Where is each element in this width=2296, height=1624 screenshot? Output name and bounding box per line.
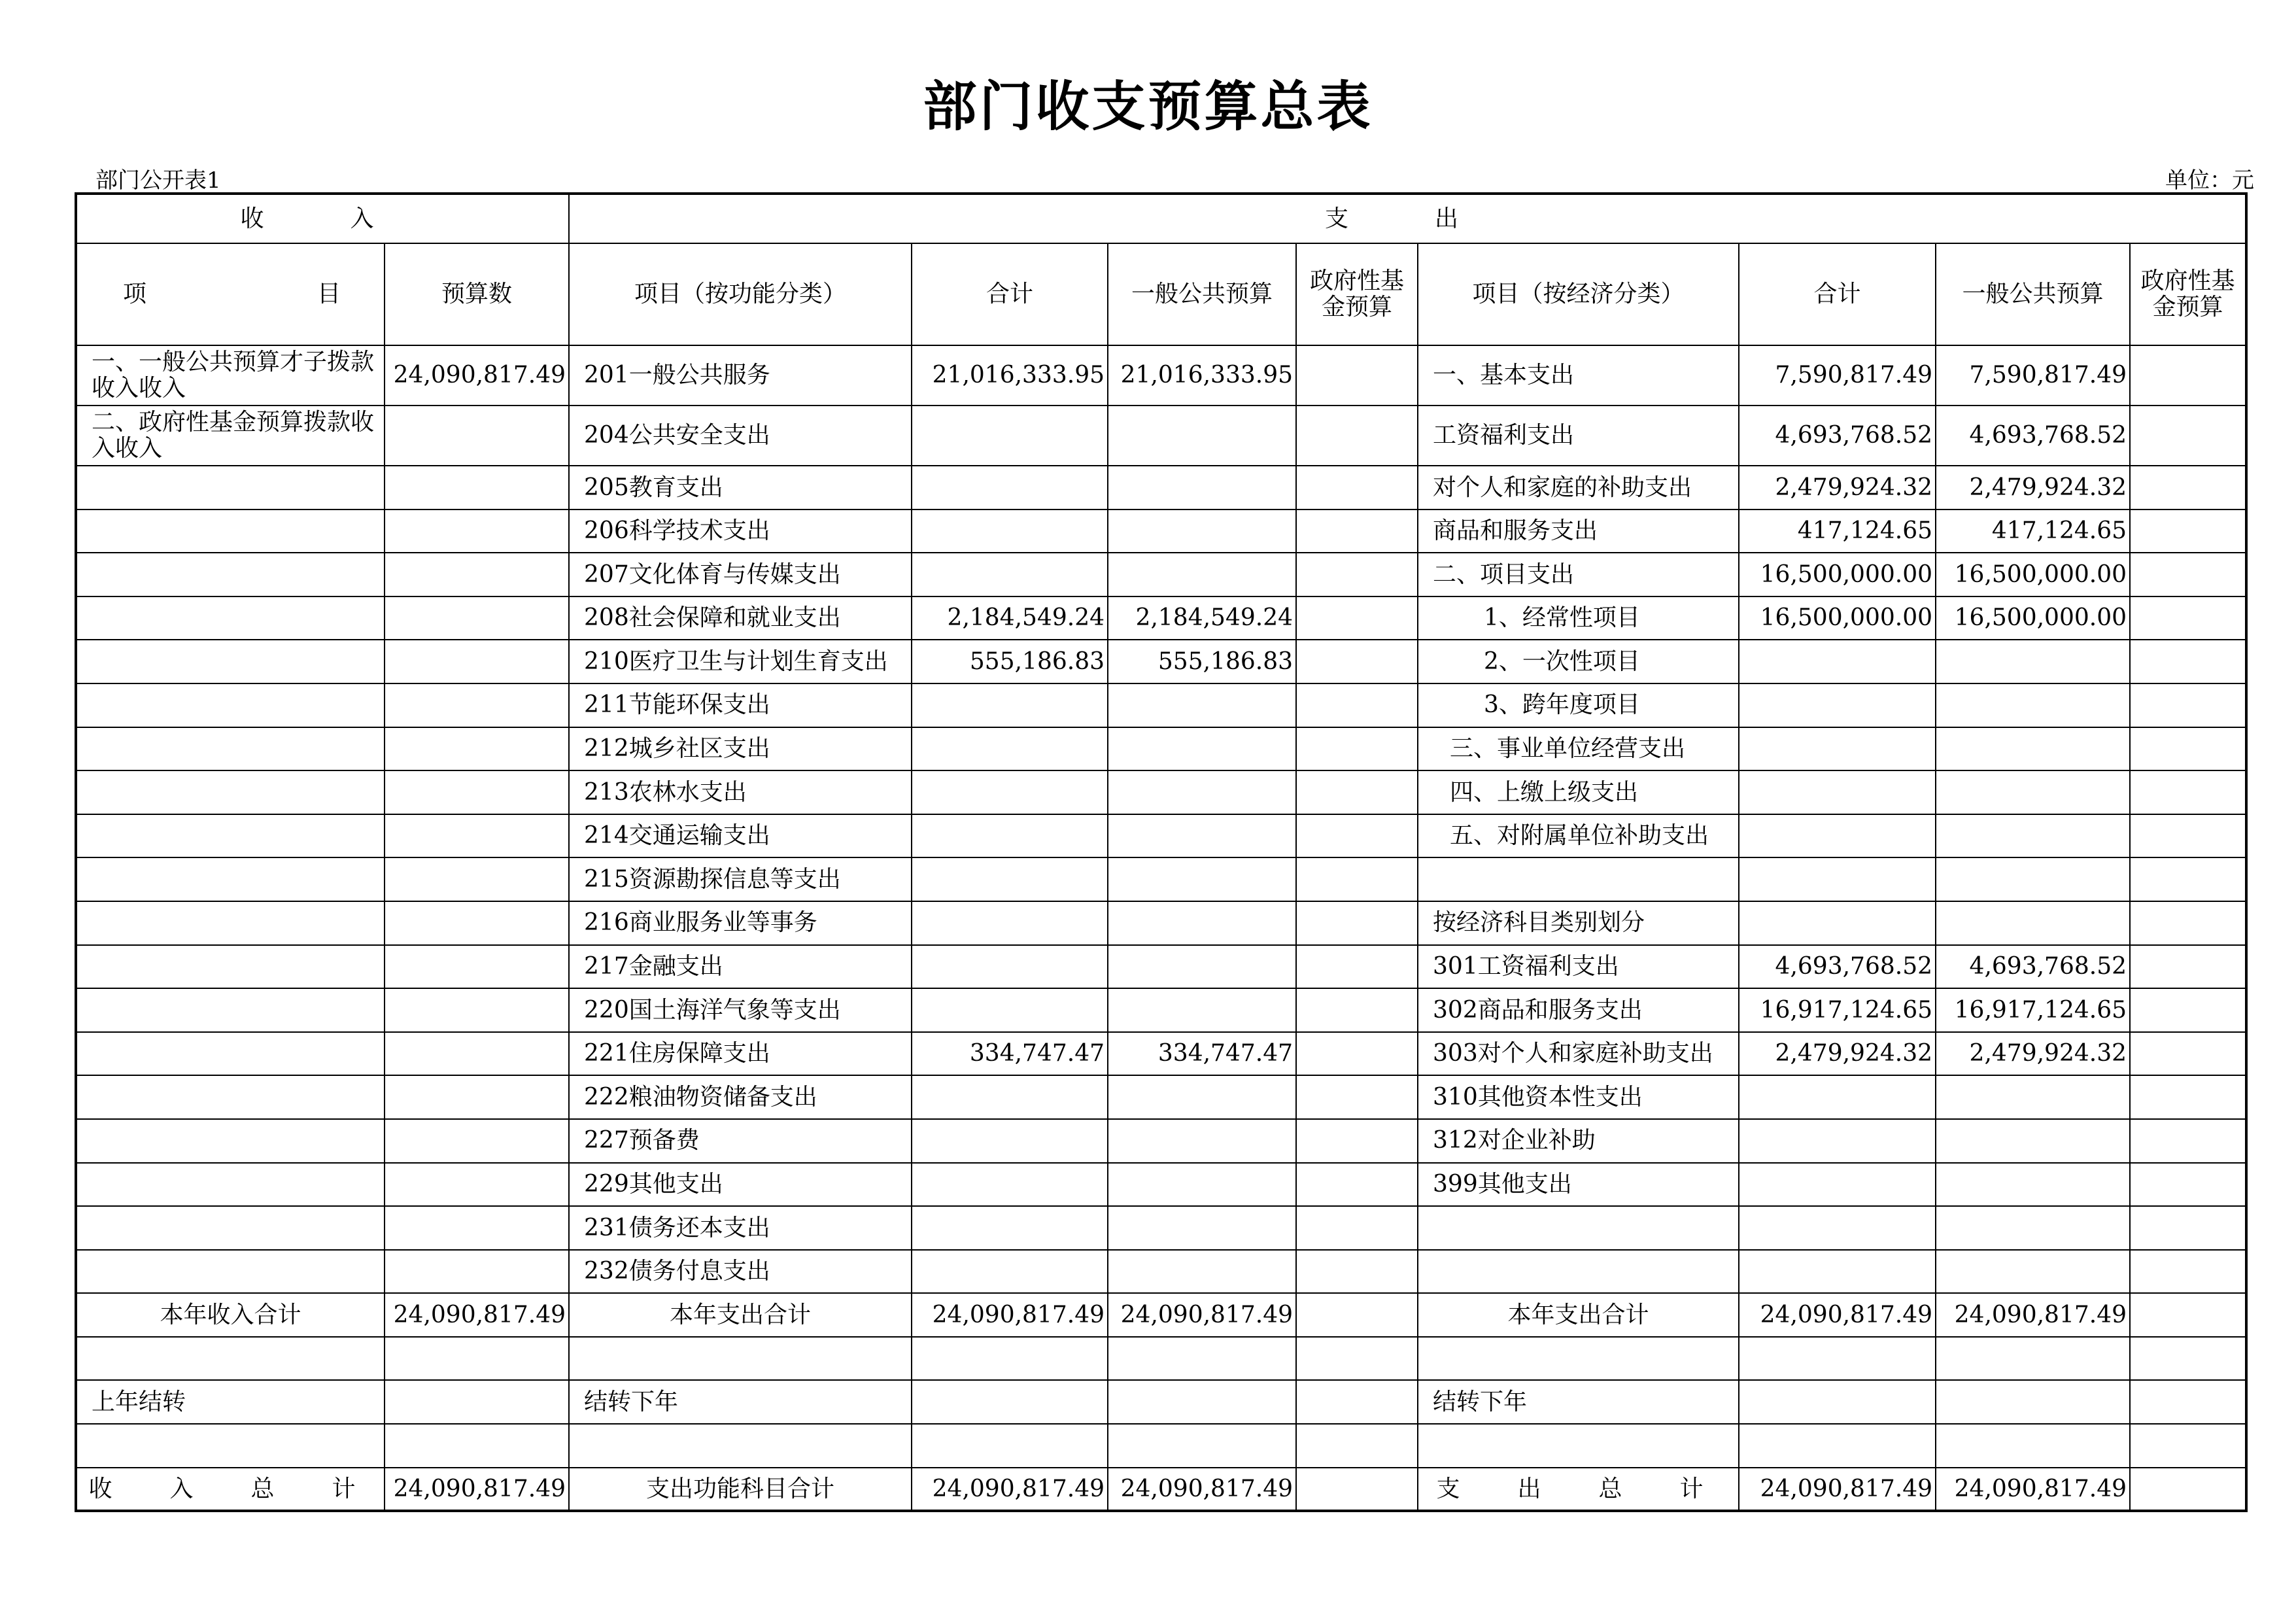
econ-total-cell bbox=[1739, 727, 1936, 771]
econ-general-cell: 4,693,768.52 bbox=[1936, 945, 2130, 989]
econ-item-cell: 一、基本支出 bbox=[1418, 345, 1739, 406]
func-general-cell bbox=[1108, 683, 1296, 727]
func-total-cell bbox=[912, 1250, 1108, 1294]
func-item-cell: 227预备费 bbox=[569, 1119, 912, 1163]
econ-fund-cell bbox=[2130, 640, 2246, 683]
carryover-out-label: 结转下年 bbox=[569, 1380, 912, 1424]
func-general-cell bbox=[1108, 1163, 1296, 1207]
econ-item-cell: 按经济科目类别划分 bbox=[1418, 901, 1739, 945]
econ-item-cell: 1、经常性项目 bbox=[1418, 596, 1739, 640]
econ-total-cell bbox=[1739, 770, 1936, 814]
header-income-item: 项 目 bbox=[76, 243, 385, 345]
func-fund-cell bbox=[1296, 1206, 1418, 1250]
econ-fund-cell bbox=[2130, 553, 2246, 596]
econ-fund-cell bbox=[2130, 1250, 2246, 1294]
func-fund-cell bbox=[1296, 596, 1418, 640]
table-row bbox=[76, 510, 2246, 553]
income-item-cell bbox=[76, 945, 385, 989]
func-general-cell bbox=[1108, 1250, 1296, 1294]
econ-total-cell: 2,479,924.32 bbox=[1739, 1032, 1936, 1076]
func-item-cell: 201一般公共服务 bbox=[569, 345, 912, 406]
unit-label: 单位：元 bbox=[2165, 167, 2254, 194]
func-fund-amount bbox=[1296, 1468, 1418, 1512]
func-fund-cell bbox=[1296, 770, 1418, 814]
econ-item-cell: 商品和服务支出 bbox=[1418, 510, 1739, 553]
func-general-cell: 2,184,549.24 bbox=[1108, 596, 1296, 640]
econ-general-cell: 16,500,000.00 bbox=[1936, 596, 2130, 640]
func-item-cell: 205教育支出 bbox=[569, 466, 912, 510]
econ-fund-cell bbox=[2130, 901, 2246, 945]
func-total-cell bbox=[912, 857, 1108, 901]
income-amount-cell bbox=[385, 596, 569, 640]
income-amount-cell bbox=[385, 1163, 569, 1207]
econ-item-cell bbox=[1418, 1206, 1739, 1250]
econ-total-cell: 16,500,000.00 bbox=[1739, 596, 1936, 640]
func-general-cell: 334,747.47 bbox=[1108, 1032, 1296, 1076]
econ-total-cell: 16,917,124.65 bbox=[1739, 988, 1936, 1032]
year-expense-label-econ: 本年支出合计 bbox=[1418, 1293, 1739, 1337]
income-amount-cell bbox=[385, 945, 569, 989]
table-row bbox=[76, 1250, 2246, 1294]
func-item-cell: 220国土海洋气象等支出 bbox=[569, 988, 912, 1032]
table-row bbox=[76, 857, 2246, 901]
func-total-cell bbox=[912, 406, 1108, 466]
func-total-cell bbox=[912, 1163, 1108, 1207]
table-row bbox=[76, 988, 2246, 1032]
header-econ-gov-fund: 政府性基金预算 bbox=[2130, 243, 2246, 345]
econ-fund-cell bbox=[2130, 345, 2246, 406]
func-general-cell bbox=[1108, 814, 1296, 858]
income-item-cell bbox=[76, 901, 385, 945]
income-amount-cell: 24,090,817.49 bbox=[385, 345, 569, 406]
income-amount-cell bbox=[385, 466, 569, 510]
econ-total-cell bbox=[1739, 1119, 1936, 1163]
income-item-cell bbox=[76, 770, 385, 814]
year-income-amount: 24,090,817.49 bbox=[385, 1293, 569, 1337]
blank-row bbox=[76, 1337, 2246, 1381]
func-fund-cell bbox=[1296, 553, 1418, 596]
econ-item-cell: 工资福利支出 bbox=[1418, 406, 1739, 466]
table-row bbox=[76, 466, 2246, 510]
econ-total-cell bbox=[1739, 857, 1936, 901]
grand-expense-general: 24,090,817.49 bbox=[1936, 1468, 2130, 1512]
econ-general-cell bbox=[1936, 1250, 2130, 1294]
econ-general-cell bbox=[1936, 1163, 2130, 1207]
expense-section-header: 支 出 bbox=[569, 194, 2246, 243]
econ-fund-cell bbox=[2130, 510, 2246, 553]
func-general-amount: 24,090,817.49 bbox=[1108, 1468, 1296, 1512]
grand-income-label: 收 入 总 计 bbox=[76, 1468, 385, 1512]
econ-fund-cell bbox=[2130, 945, 2246, 989]
income-item-cell: 二、政府性基金预算拨款收入收入 bbox=[76, 406, 385, 466]
func-total-cell bbox=[912, 814, 1108, 858]
grand-income-amount: 24,090,817.49 bbox=[385, 1468, 569, 1512]
header-func-gov-fund: 政府性基金预算 bbox=[1296, 243, 1418, 345]
func-total-cell bbox=[912, 901, 1108, 945]
econ-general-cell: 417,124.65 bbox=[1936, 510, 2130, 553]
econ-general-cell bbox=[1936, 683, 2130, 727]
econ-item-cell: 303对个人和家庭补助支出 bbox=[1418, 1032, 1739, 1076]
table-row bbox=[76, 1075, 2246, 1119]
func-fund-cell bbox=[1296, 1250, 1418, 1294]
header-econ-item: 项目（按经济分类） bbox=[1418, 243, 1739, 345]
func-item-cell: 210医疗卫生与计划生育支出 bbox=[569, 640, 912, 683]
income-item-cell bbox=[76, 640, 385, 683]
econ-item-cell: 四、上缴上级支出 bbox=[1418, 770, 1739, 814]
income-amount-cell bbox=[385, 727, 569, 771]
func-general-cell bbox=[1108, 857, 1296, 901]
func-total-label: 支出功能科目合计 bbox=[569, 1468, 912, 1512]
year-expense-fund bbox=[1296, 1293, 1418, 1337]
econ-total-cell bbox=[1739, 640, 1936, 683]
econ-item-cell bbox=[1418, 1250, 1739, 1294]
econ-total-cell: 4,693,768.52 bbox=[1739, 406, 1936, 466]
econ-general-cell bbox=[1936, 1206, 2130, 1250]
econ-item-cell: 二、项目支出 bbox=[1418, 553, 1739, 596]
func-item-cell: 214交通运输支出 bbox=[569, 814, 912, 858]
econ-item-cell: 310其他资本性支出 bbox=[1418, 1075, 1739, 1119]
func-fund-cell bbox=[1296, 727, 1418, 771]
income-amount-cell bbox=[385, 988, 569, 1032]
func-item-cell: 215资源勘探信息等支出 bbox=[569, 857, 912, 901]
econ-item-cell: 2、一次性项目 bbox=[1418, 640, 1739, 683]
income-item-cell bbox=[76, 988, 385, 1032]
grand-expense-label: 支 出 总 计 bbox=[1418, 1468, 1739, 1512]
table-row bbox=[76, 1119, 2246, 1163]
func-item-cell: 222粮油物资储备支出 bbox=[569, 1075, 912, 1119]
table-row bbox=[76, 1206, 2246, 1250]
column-header-row bbox=[76, 243, 2246, 345]
grand-expense-total: 24,090,817.49 bbox=[1739, 1468, 1936, 1512]
econ-general-cell bbox=[1936, 814, 2130, 858]
func-total-cell bbox=[912, 466, 1108, 510]
income-amount-cell bbox=[385, 1119, 569, 1163]
year-expense-total-econ: 24,090,817.49 bbox=[1739, 1293, 1936, 1337]
func-item-cell: 216商业服务业等事务 bbox=[569, 901, 912, 945]
func-total-cell bbox=[912, 945, 1108, 989]
func-total-cell bbox=[912, 510, 1108, 553]
func-total-cell bbox=[912, 683, 1108, 727]
income-item-cell bbox=[76, 727, 385, 771]
header-func-total: 合计 bbox=[912, 243, 1108, 345]
func-fund-cell bbox=[1296, 406, 1418, 466]
econ-item-cell: 302商品和服务支出 bbox=[1418, 988, 1739, 1032]
econ-fund-cell bbox=[2130, 814, 2246, 858]
table-row bbox=[76, 770, 2246, 814]
func-item-cell: 229其他支出 bbox=[569, 1163, 912, 1207]
year-expense-fund-econ bbox=[2130, 1293, 2246, 1337]
func-fund-cell bbox=[1296, 857, 1418, 901]
func-general-cell bbox=[1108, 988, 1296, 1032]
income-amount-cell bbox=[385, 640, 569, 683]
table-row bbox=[76, 683, 2246, 727]
table-row bbox=[76, 345, 2246, 406]
econ-fund-cell bbox=[2130, 466, 2246, 510]
func-fund-cell bbox=[1296, 510, 1418, 553]
header-econ-total: 合计 bbox=[1739, 243, 1936, 345]
income-item-cell bbox=[76, 553, 385, 596]
income-amount-cell bbox=[385, 510, 569, 553]
func-total-cell bbox=[912, 553, 1108, 596]
income-item-cell bbox=[76, 814, 385, 858]
header-func-item: 项目（按功能分类） bbox=[569, 243, 912, 345]
func-fund-cell bbox=[1296, 988, 1418, 1032]
econ-general-cell bbox=[1936, 640, 2130, 683]
year-income-label: 本年收入合计 bbox=[76, 1293, 385, 1337]
budget-summary-table bbox=[75, 192, 2248, 1512]
income-amount-cell bbox=[385, 1206, 569, 1250]
econ-item-cell: 五、对附属单位补助支出 bbox=[1418, 814, 1739, 858]
econ-total-cell bbox=[1739, 1075, 1936, 1119]
econ-general-cell: 16,500,000.00 bbox=[1936, 553, 2130, 596]
func-item-cell: 212城乡社区支出 bbox=[569, 727, 912, 771]
income-item-cell bbox=[76, 596, 385, 640]
econ-item-cell: 399其他支出 bbox=[1418, 1163, 1739, 1207]
econ-general-cell bbox=[1936, 727, 2130, 771]
year-expense-label: 本年支出合计 bbox=[569, 1293, 912, 1337]
func-fund-cell bbox=[1296, 814, 1418, 858]
func-general-cell bbox=[1108, 553, 1296, 596]
econ-total-cell bbox=[1739, 1206, 1936, 1250]
income-item-cell bbox=[76, 510, 385, 553]
grand-total-row bbox=[76, 1468, 2246, 1512]
func-item-cell: 207文化体育与传媒支出 bbox=[569, 553, 912, 596]
income-amount-cell bbox=[385, 1032, 569, 1076]
econ-general-cell: 2,479,924.32 bbox=[1936, 466, 2130, 510]
func-general-cell: 21,016,333.95 bbox=[1108, 345, 1296, 406]
func-total-cell: 555,186.83 bbox=[912, 640, 1108, 683]
func-fund-cell bbox=[1296, 1163, 1418, 1207]
func-total-cell: 21,016,333.95 bbox=[912, 345, 1108, 406]
econ-fund-cell bbox=[2130, 1206, 2246, 1250]
func-item-cell: 221住房保障支出 bbox=[569, 1032, 912, 1076]
income-item-cell: 一、一般公共预算才子拨款收入收入 bbox=[76, 345, 385, 406]
table-row bbox=[76, 901, 2246, 945]
econ-total-cell bbox=[1739, 1250, 1936, 1294]
func-total-cell: 2,184,549.24 bbox=[912, 596, 1108, 640]
income-item-cell bbox=[76, 1206, 385, 1250]
year-expense-total: 24,090,817.49 bbox=[912, 1293, 1108, 1337]
func-general-cell bbox=[1108, 406, 1296, 466]
carryover-out-label-econ: 结转下年 bbox=[1418, 1380, 1739, 1424]
func-item-cell: 206科学技术支出 bbox=[569, 510, 912, 553]
econ-general-cell bbox=[1936, 770, 2130, 814]
income-item-cell bbox=[76, 466, 385, 510]
income-amount-cell bbox=[385, 814, 569, 858]
table-row bbox=[76, 1032, 2246, 1076]
func-general-cell bbox=[1108, 727, 1296, 771]
income-amount-cell bbox=[385, 1250, 569, 1294]
econ-fund-cell bbox=[2130, 1032, 2246, 1076]
func-general-cell bbox=[1108, 510, 1296, 553]
year-expense-general-econ: 24,090,817.49 bbox=[1936, 1293, 2130, 1337]
econ-total-cell: 2,479,924.32 bbox=[1739, 466, 1936, 510]
blank-row bbox=[76, 1424, 2246, 1468]
func-fund-cell bbox=[1296, 945, 1418, 989]
econ-fund-cell bbox=[2130, 727, 2246, 771]
econ-general-cell bbox=[1936, 1075, 2130, 1119]
econ-total-cell bbox=[1739, 1163, 1936, 1207]
econ-fund-cell bbox=[2130, 1075, 2246, 1119]
table-row bbox=[76, 596, 2246, 640]
func-total-cell bbox=[912, 770, 1108, 814]
func-fund-cell bbox=[1296, 345, 1418, 406]
income-amount-cell bbox=[385, 406, 569, 466]
func-item-cell: 204公共安全支出 bbox=[569, 406, 912, 466]
econ-general-cell bbox=[1936, 1119, 2130, 1163]
carryover-in-label: 上年结转 bbox=[76, 1380, 385, 1424]
func-fund-cell bbox=[1296, 901, 1418, 945]
income-item-cell bbox=[76, 857, 385, 901]
income-amount-cell bbox=[385, 1075, 569, 1119]
income-item-cell bbox=[76, 1075, 385, 1119]
econ-fund-cell bbox=[2130, 406, 2246, 466]
year-expense-general: 24,090,817.49 bbox=[1108, 1293, 1296, 1337]
income-amount-cell bbox=[385, 857, 569, 901]
econ-total-cell: 4,693,768.52 bbox=[1739, 945, 1936, 989]
func-general-cell bbox=[1108, 466, 1296, 510]
table-row bbox=[76, 727, 2246, 771]
page-title: 部门收支预算总表 bbox=[923, 75, 1373, 138]
func-fund-cell bbox=[1296, 683, 1418, 727]
econ-total-cell bbox=[1739, 683, 1936, 727]
table-row bbox=[76, 814, 2246, 858]
year-total-row bbox=[76, 1293, 2246, 1337]
income-item-cell bbox=[76, 683, 385, 727]
table-row bbox=[76, 1163, 2246, 1207]
header-func-general: 一般公共预算 bbox=[1108, 243, 1296, 345]
func-total-cell bbox=[912, 988, 1108, 1032]
econ-total-cell bbox=[1739, 901, 1936, 945]
func-total-cell: 334,747.47 bbox=[912, 1032, 1108, 1076]
func-item-cell: 213农林水支出 bbox=[569, 770, 912, 814]
econ-item-cell bbox=[1418, 857, 1739, 901]
econ-item-cell: 三、事业单位经营支出 bbox=[1418, 727, 1739, 771]
econ-general-cell bbox=[1936, 857, 2130, 901]
econ-item-cell: 对个人和家庭的补助支出 bbox=[1418, 466, 1739, 510]
econ-general-cell bbox=[1936, 901, 2130, 945]
econ-fund-cell bbox=[2130, 770, 2246, 814]
table-row bbox=[76, 553, 2246, 596]
econ-general-cell: 16,917,124.65 bbox=[1936, 988, 2130, 1032]
econ-item-cell: 3、跨年度项目 bbox=[1418, 683, 1739, 727]
table-row bbox=[76, 945, 2246, 989]
func-general-cell: 555,186.83 bbox=[1108, 640, 1296, 683]
func-general-cell bbox=[1108, 1075, 1296, 1119]
func-item-cell: 217金融支出 bbox=[569, 945, 912, 989]
func-general-cell bbox=[1108, 945, 1296, 989]
func-fund-cell bbox=[1296, 466, 1418, 510]
func-item-cell: 231债务还本支出 bbox=[569, 1206, 912, 1250]
income-item-cell bbox=[76, 1119, 385, 1163]
func-total-cell bbox=[912, 1206, 1108, 1250]
section-header-row bbox=[76, 194, 2246, 243]
econ-total-cell: 417,124.65 bbox=[1739, 510, 1936, 553]
func-total-cell bbox=[912, 1119, 1108, 1163]
income-item-cell bbox=[76, 1163, 385, 1207]
income-amount-cell bbox=[385, 901, 569, 945]
econ-fund-cell bbox=[2130, 1163, 2246, 1207]
econ-fund-cell bbox=[2130, 988, 2246, 1032]
econ-total-cell bbox=[1739, 814, 1936, 858]
econ-general-cell: 2,479,924.32 bbox=[1936, 1032, 2130, 1076]
econ-fund-cell bbox=[2130, 857, 2246, 901]
econ-general-cell: 7,590,817.49 bbox=[1936, 345, 2130, 406]
func-fund-cell bbox=[1296, 1075, 1418, 1119]
header-econ-general: 一般公共预算 bbox=[1936, 243, 2130, 345]
func-general-cell bbox=[1108, 901, 1296, 945]
grand-expense-fund bbox=[2130, 1468, 2246, 1512]
income-section-header: 收 入 bbox=[76, 194, 569, 243]
table-row bbox=[76, 640, 2246, 683]
func-total-cell bbox=[912, 727, 1108, 771]
econ-general-cell: 4,693,768.52 bbox=[1936, 406, 2130, 466]
income-item-cell bbox=[76, 1250, 385, 1294]
func-general-cell bbox=[1108, 1206, 1296, 1250]
income-item-cell bbox=[76, 1032, 385, 1076]
table-row bbox=[76, 406, 2246, 466]
func-total-cell bbox=[912, 1075, 1108, 1119]
econ-item-cell: 312对企业补助 bbox=[1418, 1119, 1739, 1163]
func-fund-cell bbox=[1296, 1032, 1418, 1076]
econ-total-cell: 16,500,000.00 bbox=[1739, 553, 1936, 596]
func-item-cell: 211节能环保支出 bbox=[569, 683, 912, 727]
econ-fund-cell bbox=[2130, 596, 2246, 640]
income-amount-cell bbox=[385, 553, 569, 596]
func-total-amount: 24,090,817.49 bbox=[912, 1468, 1108, 1512]
func-general-cell bbox=[1108, 1119, 1296, 1163]
form-id-label: 部门公开表1 bbox=[95, 167, 221, 194]
func-fund-cell bbox=[1296, 640, 1418, 683]
income-amount-cell bbox=[385, 770, 569, 814]
econ-fund-cell bbox=[2130, 683, 2246, 727]
carryover-row bbox=[76, 1380, 2246, 1424]
header-budget-amount: 预算数 bbox=[385, 243, 569, 345]
func-fund-cell bbox=[1296, 1119, 1418, 1163]
func-item-cell: 232债务付息支出 bbox=[569, 1250, 912, 1294]
econ-total-cell: 7,590,817.49 bbox=[1739, 345, 1936, 406]
income-amount-cell bbox=[385, 683, 569, 727]
func-item-cell: 208社会保障和就业支出 bbox=[569, 596, 912, 640]
econ-item-cell: 301工资福利支出 bbox=[1418, 945, 1739, 989]
func-general-cell bbox=[1108, 770, 1296, 814]
econ-fund-cell bbox=[2130, 1119, 2246, 1163]
